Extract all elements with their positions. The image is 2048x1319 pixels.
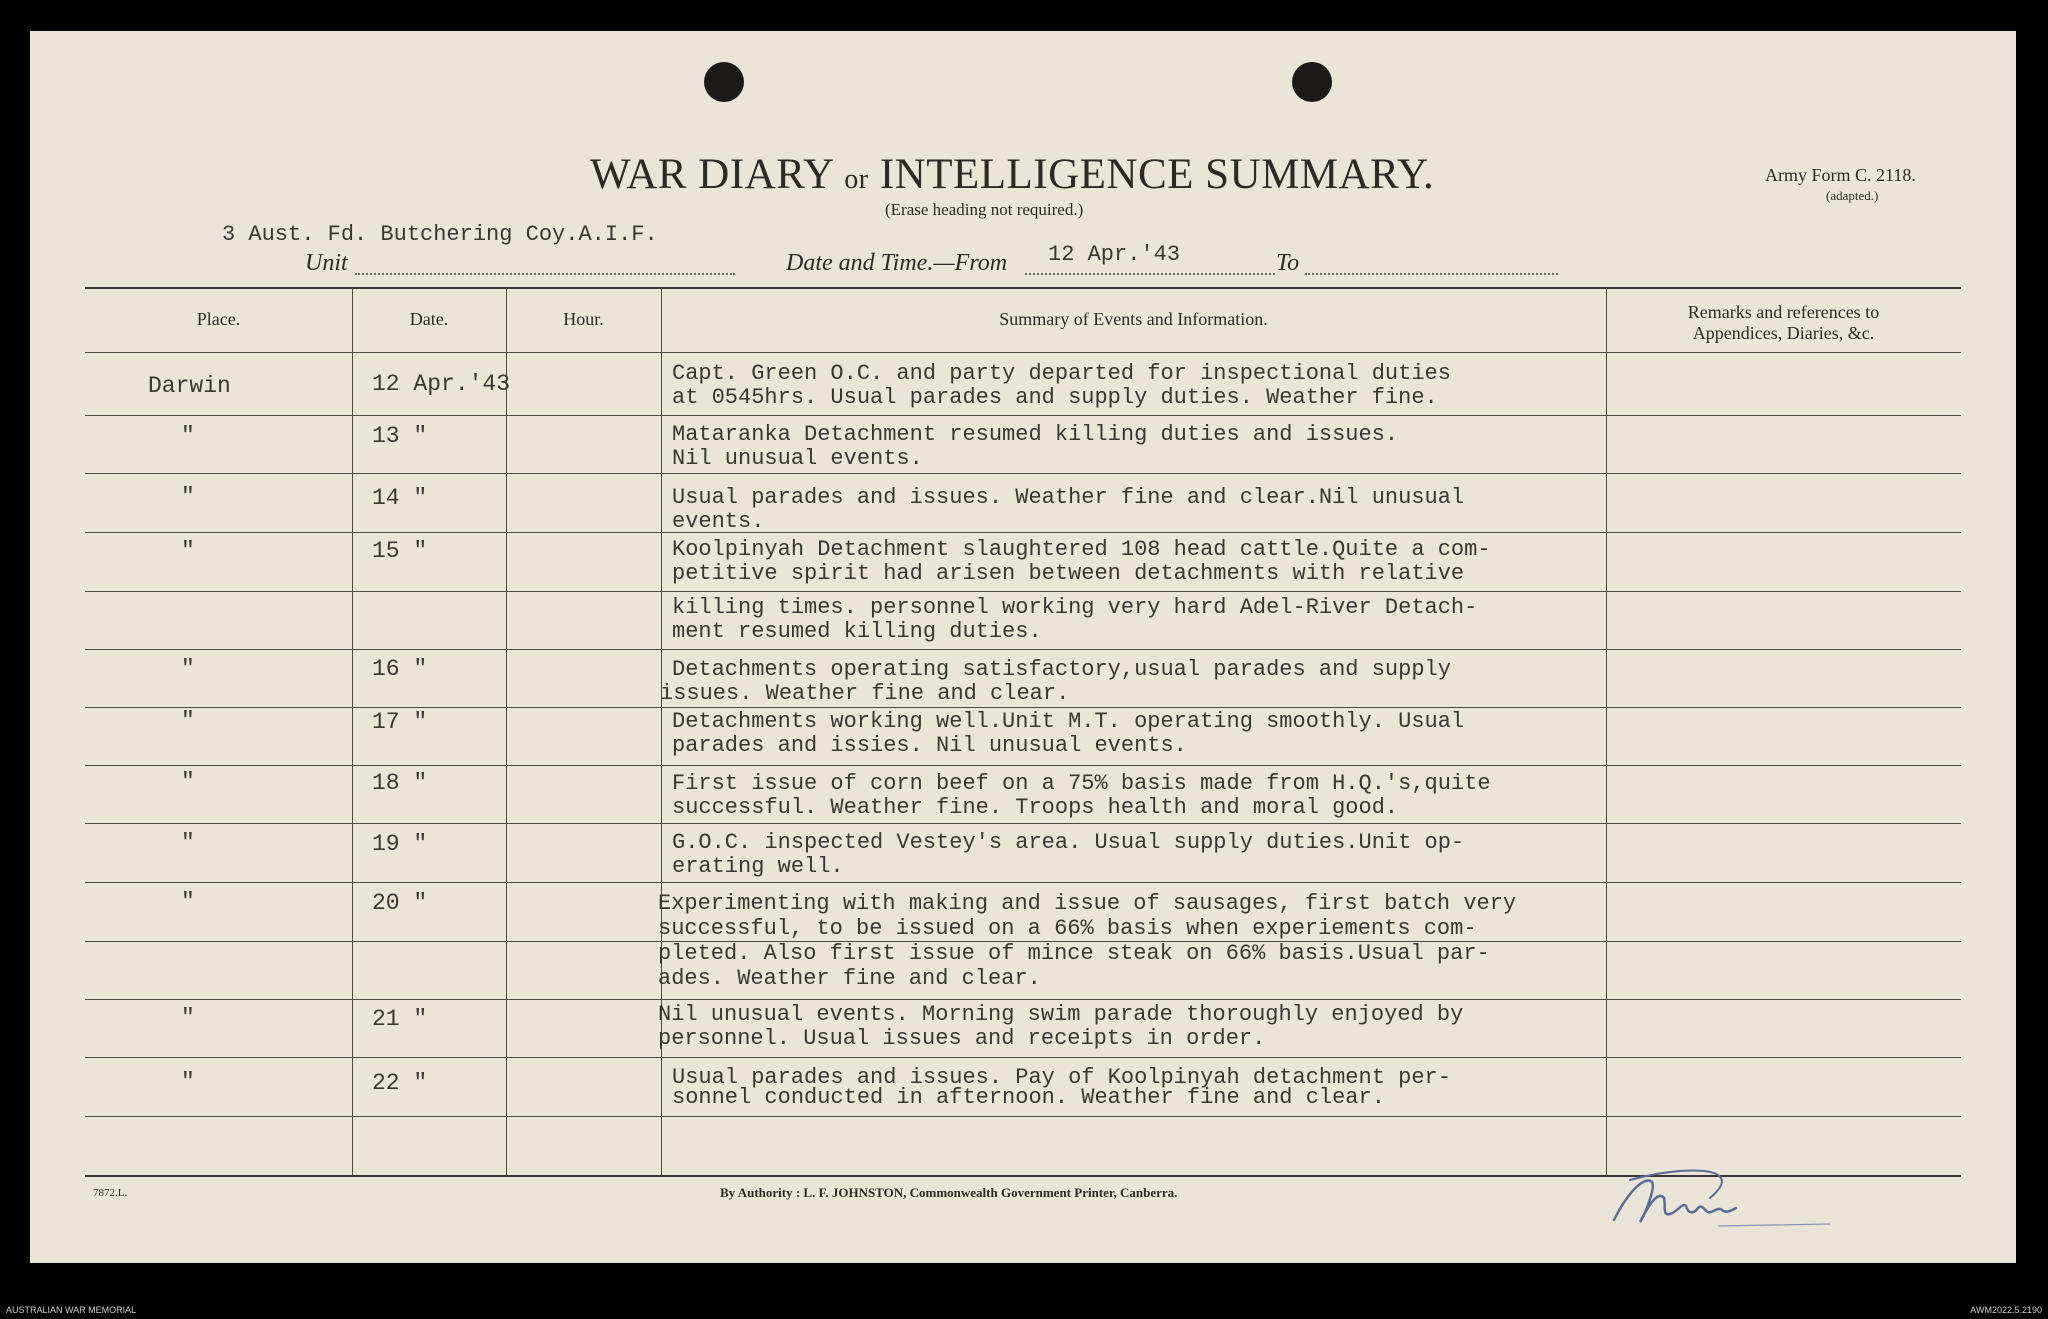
row-date: 16 " [372, 656, 428, 682]
summary-line: Nil unusual events. Morning swim parade thoroughly enjoyed by [658, 1002, 1464, 1027]
row-place: " [181, 423, 195, 449]
column-header-hour: Hour. [563, 309, 604, 329]
row-date: 17 " [372, 709, 428, 735]
row-divider [85, 415, 1961, 416]
summary-line: sonnel conducted in afternoon. Weather fine and clear. [672, 1085, 1385, 1110]
punch-hole-right [1292, 62, 1332, 102]
page-title [590, 150, 1490, 199]
column-header-place: Place. [196, 309, 241, 329]
form-number: 7872.L. [93, 1187, 128, 1199]
unit-dotted-line [355, 273, 735, 275]
summary-line: personnel. Usual issues and receipts in order. [658, 1026, 1266, 1051]
column-divider [352, 288, 353, 1175]
date-to-label: To [1276, 250, 1300, 276]
summary-line: petitive spirit had arisen between detachments with relative [672, 561, 1465, 586]
summary-line: Mataranka Detachment resumed killing duties and issues. [672, 422, 1399, 447]
row-summary [672, 538, 1491, 586]
row-summary [672, 1065, 1451, 1110]
row-place: " [181, 1069, 195, 1095]
row-summary [660, 658, 1451, 706]
row-date: 15 " [372, 538, 428, 564]
row-summary [672, 423, 1398, 471]
summary-line: pleted. Also first issue of mince steak on 66% basis.Usual par- [658, 941, 1490, 966]
table-top-border [85, 287, 1961, 289]
column-divider [506, 288, 507, 1175]
row-divider [85, 707, 1961, 708]
summary-line: erating well. [672, 854, 844, 879]
summary-line: killing times. personnel working very hard Adel-River Detach- [672, 595, 1478, 620]
summary-line: Detachments working well.Unit M.T. operating smoothly. Usual [672, 709, 1465, 734]
summary-line: successful, to be issued on a 66% basis when experiements com- [658, 916, 1477, 941]
row-divider [85, 765, 1961, 766]
row-date: 18 " [372, 770, 428, 796]
column-header-summary: Summary of Events and Information. [999, 309, 1268, 329]
row-place: " [181, 830, 195, 856]
row-date: 13 " [372, 423, 428, 449]
from-dotted-line [1025, 273, 1275, 275]
date-from-value: 12 Apr.'43 [1048, 242, 1181, 267]
row-divider [85, 591, 1961, 592]
column-header-remarks-line1: Remarks and references to [1687, 302, 1880, 322]
summary-line: G.O.C. inspected Vestey's area. Usual supply duties.Unit op- [672, 830, 1465, 855]
to-dotted-line [1305, 273, 1558, 275]
row-summary [672, 486, 1464, 534]
row-place: " [181, 889, 195, 915]
army-form-number: Army Form C. 2118. [1765, 165, 1916, 185]
summary-line: First issue of corn beef on a 75% basis made from H.Q.'s,quite [672, 771, 1491, 796]
row-date: 20 " [372, 890, 428, 916]
column-header-remarks [1606, 302, 1961, 344]
column-header-date: Date. [409, 309, 449, 329]
summary-line: Koolpinyah Detachment slaughtered 108 head cattle.Quite a com- [672, 537, 1491, 562]
signature [1600, 1158, 1840, 1238]
column-header-remarks-line2: Appendices, Diaries, &c. [1692, 323, 1875, 343]
column-divider [1606, 288, 1607, 1175]
summary-line: ment resumed killing duties. [672, 619, 1042, 644]
summary-line: issues. Weather fine and clear. [660, 681, 1070, 706]
row-divider [85, 649, 1961, 650]
row-divider [85, 1057, 1961, 1058]
row-place: " [181, 538, 195, 564]
row-date: 12 Apr.'43 [372, 371, 511, 397]
row-summary [672, 772, 1491, 820]
summary-line: Detachments operating satisfactory,usual parades and supply [672, 657, 1451, 682]
row-divider [85, 1116, 1961, 1117]
row-place: " [181, 708, 195, 734]
row-summary [672, 710, 1464, 758]
army-form-adapted: (adapted.) [1826, 188, 1879, 203]
row-place: " [181, 484, 195, 510]
row-divider [85, 999, 1961, 1000]
summary-line: events. [672, 509, 765, 534]
archive-credit: AUSTRALIAN WAR MEMORIAL [6, 1305, 137, 1315]
row-place: " [181, 1005, 195, 1031]
row-date: 14 " [372, 485, 428, 511]
summary-line: Usual parades and issues. Pay of Koolpinyah detachment per- [672, 1065, 1451, 1090]
unit-label: Unit [305, 250, 348, 276]
date-time-label: Date and Time.—From [786, 250, 1008, 276]
row-place: " [181, 769, 195, 795]
row-summary [658, 1003, 1463, 1051]
summary-line: parades and issies. Nil unusual events. [672, 733, 1187, 758]
summary-line: at 0545hrs. Usual parades and supply duties. Weather fine. [672, 385, 1438, 410]
title-war-diary: WAR DIARY [590, 151, 833, 198]
row-summary [658, 891, 1516, 991]
row-place: Darwin [148, 373, 231, 399]
row-divider [85, 882, 1961, 883]
row-summary [672, 362, 1451, 410]
unit-value: 3 Aust. Fd. Butchering Coy.A.I.F. [222, 222, 658, 247]
row-date: 22 " [372, 1070, 428, 1096]
title-or: or [844, 164, 869, 195]
table-header-divider [85, 352, 1961, 353]
archive-reference: AWM2022.5.2190 [1970, 1305, 2042, 1315]
row-date: 21 " [372, 1006, 428, 1032]
title-intelligence-summary: INTELLIGENCE SUMMARY. [879, 151, 1435, 198]
row-summary [672, 596, 1477, 644]
punch-hole-left [704, 62, 744, 102]
summary-line: Usual parades and issues. Weather fine and clear.Nil unusual [672, 485, 1465, 510]
summary-line: ades. Weather fine and clear. [658, 966, 1041, 991]
summary-line: Capt. Green O.C. and party departed for inspectional duties [672, 361, 1451, 386]
summary-line: Nil unusual events. [672, 446, 923, 471]
header-subtitle: (Erase heading not required.) [885, 200, 1084, 219]
row-place: " [181, 656, 195, 682]
row-divider [85, 473, 1961, 474]
row-date: 19 " [372, 831, 428, 857]
row-divider [85, 823, 1961, 824]
summary-line: Experimenting with making and issue of sausages, first batch very [658, 891, 1517, 916]
summary-line: successful. Weather fine. Troops health and moral good. [672, 795, 1399, 820]
row-summary [672, 831, 1464, 879]
printer-authority: By Authority : L. F. JOHNSTON, Commonwealth Government Printer, Canberra. [720, 1185, 1178, 1200]
